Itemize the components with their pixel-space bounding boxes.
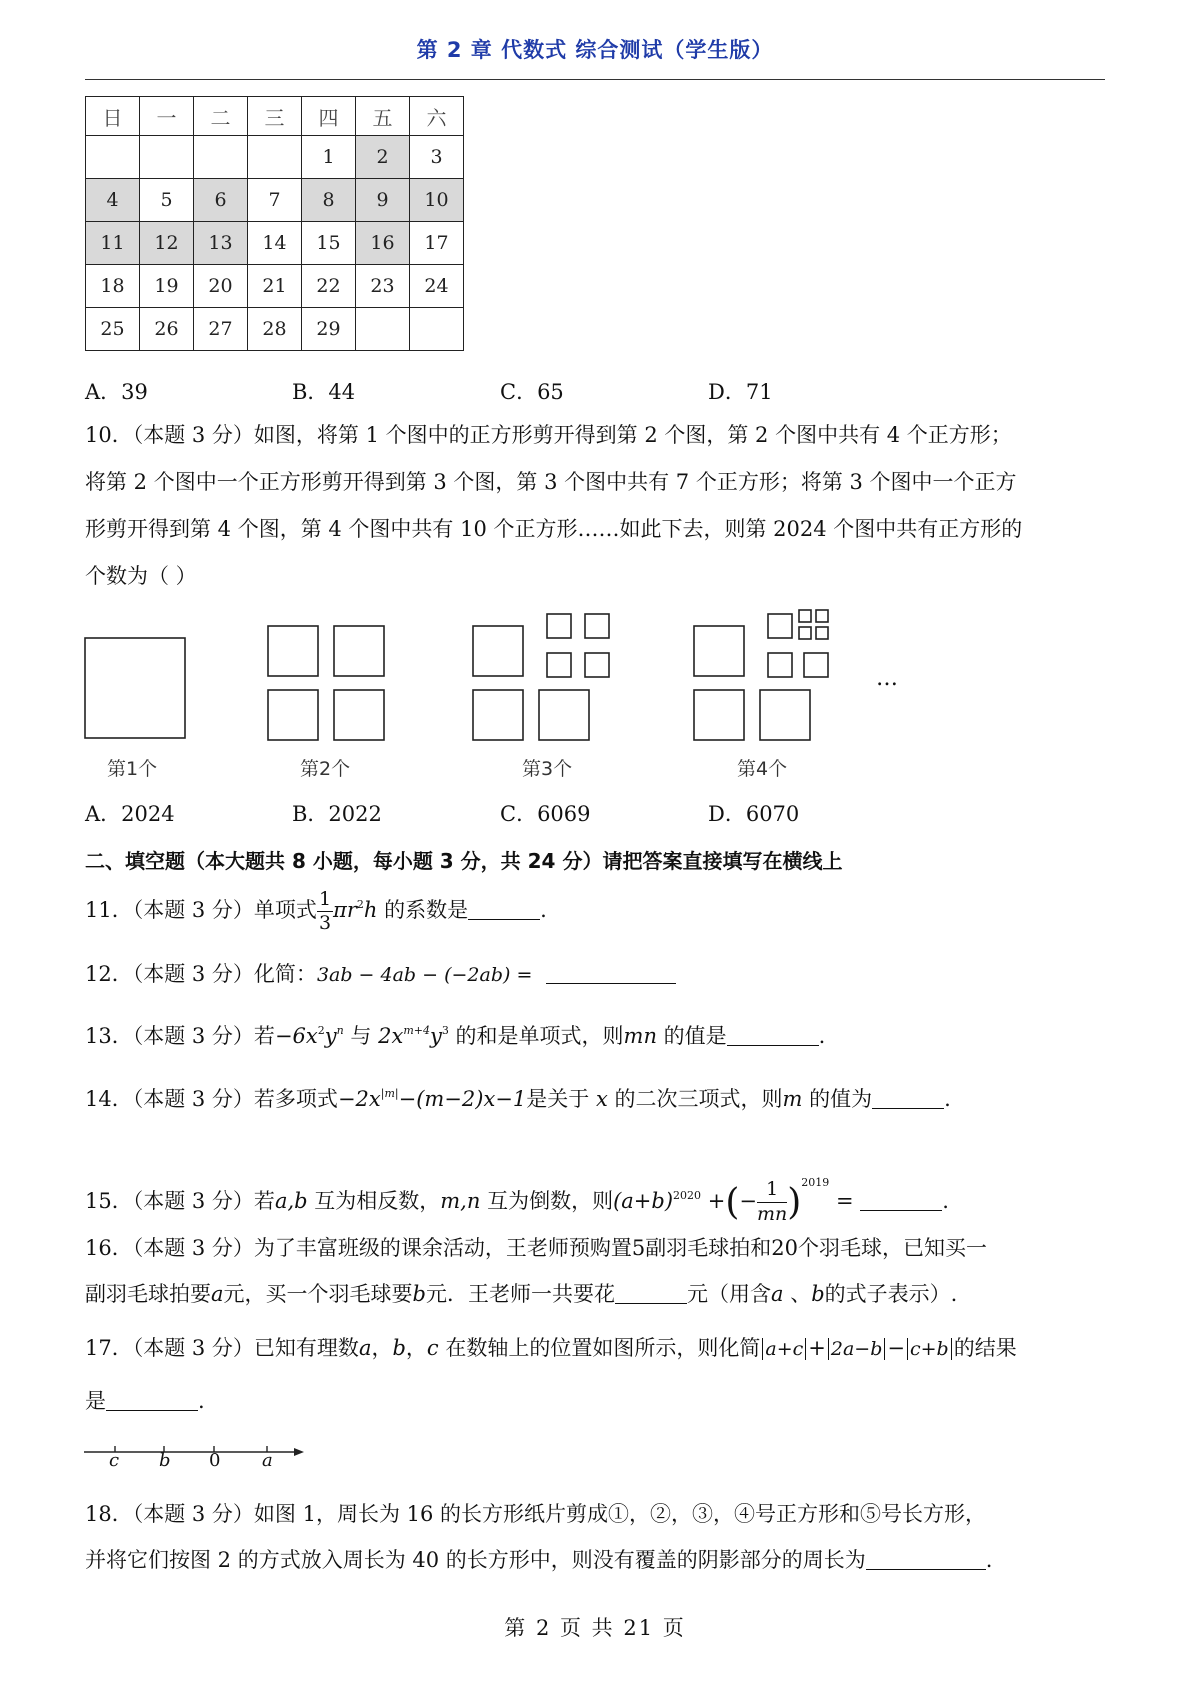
q13-term1: −6x (274, 1024, 318, 1048)
q10-fig-label-1: 第1个 (107, 758, 158, 780)
q15-v1: a,b (274, 1189, 308, 1213)
q17-mid: 在数轴上的位置如图所示，则化简 (445, 1336, 761, 1360)
q14-var2: m (782, 1087, 803, 1111)
calendar-weekday: 二 (194, 97, 248, 136)
calendar-week-row (86, 136, 464, 179)
q13-term1-exp: 2 (317, 1024, 325, 1037)
fig3-small-4 (585, 653, 609, 677)
q15-answer-blank[interactable] (860, 1190, 942, 1211)
q13-term2-b-exp: 3 (441, 1024, 449, 1037)
q17-prefix: 17．（本题 3 分）已知有理数 (85, 1336, 359, 1360)
q15-prefix: 15．（本题 3 分）若 (85, 1189, 275, 1213)
q9-option-c: C．65 (500, 380, 564, 404)
axis-label-0: 0 (209, 1450, 221, 1471)
q16-line-2 (85, 1282, 957, 1307)
q17-line-2 (85, 1389, 205, 1414)
q17-abs-bar (951, 1338, 952, 1360)
q15 (85, 1148, 949, 1225)
calendar-weekday: 四 (302, 97, 356, 136)
q11-frac-num: 1 (318, 888, 332, 910)
q10-line-2: 将第 2 个图中一个正方形剪开得到第 3 个图，第 3 个图中共有 7 个正方形；将第 3 个图中一个正方 (85, 470, 1017, 494)
q13-var: mn (623, 1024, 657, 1048)
calendar-day-cell: 29 (302, 308, 356, 351)
q15-frac-den: mn (756, 1203, 788, 1225)
q17-minus: − (887, 1336, 905, 1360)
calendar-day-cell: 26 (140, 308, 194, 351)
header-divider (85, 79, 1105, 80)
q11-end: . (540, 898, 547, 922)
calendar-day-cell: 28 (248, 308, 302, 351)
q10-option-c: C．6069 (500, 802, 591, 826)
q14-term1-exp: |m| (380, 1087, 399, 1100)
q10-line-1: 10．（本题 3 分）如图，将第 1 个图中的正方形剪开得到第 2 个图，第 2 个图中共有 4 个正方形； (85, 423, 1012, 447)
calendar-day-cell: 6 (194, 179, 248, 222)
q17-comma-1: ， (371, 1336, 393, 1360)
q17-abs-bar (762, 1338, 763, 1360)
calendar-day-cell: 13 (194, 222, 248, 265)
axis-label-a: a (262, 1450, 273, 1471)
q10-fig-label-4: 第4个 (737, 758, 788, 780)
calendar-day-cell: 22 (302, 265, 356, 308)
calendar-week-row (86, 179, 464, 222)
q13-term2-exp: m+4 (403, 1024, 430, 1037)
section-2-title: 二、填空题（本大题共 8 小题，每小题 3 分，共 24 分）请把答案直接填写在横线上 (85, 849, 843, 873)
q17-plus: + (808, 1336, 826, 1360)
calendar-day-cell: 24 (410, 265, 464, 308)
calendar-day-cell: 11 (86, 222, 140, 265)
q14 (85, 1087, 951, 1112)
q17-var-a: a (358, 1336, 372, 1360)
q11-suffix: 的系数是 (384, 898, 469, 922)
q15-lparen: ( (725, 1182, 740, 1223)
calendar-day-cell: 9 (356, 179, 410, 222)
calendar-week-row (86, 265, 464, 308)
q18-line-1: 18．（本题 3 分）如图 1，周长为 16 的长方形纸片剪成①，②，③，④号正方形和⑤号长方形， (85, 1502, 987, 1526)
q16-l2a: 副羽毛球拍要 (85, 1282, 211, 1306)
calendar-day-cell: 16 (356, 222, 410, 265)
q15-term1: (a+b) (613, 1189, 674, 1213)
fig3-square-br (539, 690, 589, 740)
axis-label-b: b (159, 1450, 171, 1471)
q15-end: . (942, 1189, 949, 1213)
calendar-weekday: 三 (248, 97, 302, 136)
q16-l2e: 的式子表示）. (824, 1282, 958, 1306)
calendar-weekday: 五 (356, 97, 410, 136)
q17-suffix: 的结果 (953, 1336, 1017, 1360)
q10-fig-label-3: 第3个 (522, 758, 573, 780)
q13-suffix2: 的值是 (663, 1024, 727, 1048)
q11-prefix: 11．（本题 3 分）单项式 (85, 898, 317, 922)
calendar-day-cell: 1 (302, 136, 356, 179)
q15-term1-exp: 2020 (673, 1189, 702, 1202)
q13-term1-b-exp: n (336, 1024, 344, 1037)
page-title: 第 2 章 代数式 综合测试（学生版） (416, 38, 774, 62)
fig4-small-1 (768, 614, 792, 638)
calendar-weekday-row (86, 97, 464, 136)
q16-var-b: b (412, 1282, 426, 1306)
page-footer: 第 2 页 共 21 页 (504, 1616, 686, 1640)
calendar-day-cell (140, 136, 194, 179)
calendar-week-row (86, 222, 464, 265)
calendar-day-cell: 3 (410, 136, 464, 179)
calendar-day-cell (194, 136, 248, 179)
q17-abs-bar (828, 1338, 829, 1360)
q16-sep: 、 (790, 1282, 812, 1306)
calendar-weekday: 六 (410, 97, 464, 136)
q9-option-a: A．39 (85, 380, 148, 404)
q13 (85, 1024, 825, 1049)
q16-l2c: 元．王老师一共要花 (425, 1282, 615, 1306)
q13-term1-b: y (324, 1024, 337, 1048)
q16-answer-blank[interactable] (615, 1283, 687, 1304)
q16-l2d: 元（用含 (686, 1282, 771, 1306)
number-line-arrow (294, 1448, 304, 1456)
fig2-square-tl (268, 626, 318, 676)
q13-mid: 与 (350, 1024, 372, 1048)
q10-square-figure (80, 600, 940, 750)
q17-abs1: a+c (765, 1338, 804, 1360)
q18-line2: 并将它们按图 2 的方式放入周长为 40 的长方形中，则没有覆盖的阴影部分的周长为 (85, 1548, 866, 1572)
calendar-day-cell: 21 (248, 265, 302, 308)
fig2-square-bl (268, 690, 318, 740)
q14-end: . (944, 1087, 951, 1111)
q10-option-a: A．2024 (85, 802, 175, 826)
q11-answer-blank[interactable] (468, 899, 540, 920)
q16-l2b: 元，买一个羽毛球要 (223, 1282, 413, 1306)
axis-label-c: c (109, 1450, 120, 1471)
q17-comma-2: ， (405, 1336, 427, 1360)
q10-option-d: D．6070 (708, 802, 800, 826)
q15-minus: − (739, 1189, 757, 1213)
calendar-day-cell: 18 (86, 265, 140, 308)
calendar-day-cell: 17 (410, 222, 464, 265)
q17-var-c: c (426, 1336, 439, 1360)
calendar-day-cell: 14 (248, 222, 302, 265)
fig4-square-tl (694, 626, 744, 676)
fig1-square (85, 638, 185, 738)
q13-suffix: 的和是单项式，则 (455, 1024, 624, 1048)
fig4-small-3 (768, 653, 792, 677)
calendar-week-row (86, 308, 464, 351)
q17-var-b: b (392, 1336, 406, 1360)
fig3-small-2 (585, 614, 609, 638)
calendar-day-cell (248, 136, 302, 179)
q14-prefix: 14．（本题 3 分）若多项式 (85, 1087, 338, 1111)
q12-prefix: 12．（本题 3 分）化简： (85, 962, 317, 986)
q11-exp: 2 (356, 898, 364, 911)
q11-frac-den: 3 (318, 912, 332, 934)
q13-answer-blank[interactable] (727, 1025, 819, 1046)
calendar-day-cell: 2 (356, 136, 410, 179)
q15-mid1: 互为相反数， (314, 1189, 441, 1213)
fig4-square-br (760, 690, 810, 740)
q15-frac-num: 1 (757, 1180, 787, 1203)
calendar-day-cell: 20 (194, 265, 248, 308)
q9-option-d: D．71 (708, 380, 773, 404)
calendar-day-cell: 10 (410, 179, 464, 222)
q15-mid2: 互为倒数，则 (487, 1189, 614, 1213)
calendar-day-cell: 27 (194, 308, 248, 351)
calendar-day-cell: 4 (86, 179, 140, 222)
q10-line-4: 个数为（ ） (85, 564, 197, 588)
q16-var-a: a (211, 1282, 224, 1306)
q12 (85, 962, 676, 987)
q14-var: x (595, 1087, 608, 1111)
q13-term2: 2x (378, 1024, 404, 1048)
q17-abs-bar (884, 1338, 885, 1360)
fig4-square-bl (694, 690, 744, 740)
q14-answer-blank[interactable] (872, 1088, 944, 1109)
calendar-day-cell: 8 (302, 179, 356, 222)
q14-mid2: 的二次三项式，则 (614, 1087, 783, 1111)
fig3-small-1 (547, 614, 571, 638)
q14-term2: −(m−2)x−1 (398, 1087, 527, 1111)
q13-end: . (818, 1024, 826, 1048)
calendar-weekday: 一 (140, 97, 194, 136)
fig3-small-3 (547, 653, 571, 677)
fig3-square-tl (473, 626, 523, 676)
calendar-day-cell: 7 (248, 179, 302, 222)
fig4-tiny-3 (799, 627, 811, 639)
fig4-tiny-4 (816, 627, 828, 639)
fig4-tiny-2 (816, 610, 828, 622)
fig2-square-tr (334, 626, 384, 676)
q17-line-1 (85, 1336, 1017, 1361)
calendar-day-cell: 15 (302, 222, 356, 265)
fig3-square-bl (473, 690, 523, 740)
q10-line-3: 形剪开得到第 4 个图，第 4 个图中共有 10 个正方形……如此下去，则第 2024 个图中共有正方形的 (85, 517, 1023, 541)
fig4-tiny-1 (799, 610, 811, 622)
q17-answer-blank[interactable] (106, 1390, 198, 1411)
q18-answer-blank[interactable] (866, 1549, 986, 1570)
q15-plus: + (707, 1189, 726, 1213)
q18-end: . (985, 1548, 993, 1572)
q14-suffix: 的值为 (809, 1087, 873, 1111)
calendar-day-cell (356, 308, 410, 351)
q10-ellipsis: … (876, 666, 898, 691)
q18-line-2 (85, 1548, 992, 1573)
calendar-day-cell: 5 (140, 179, 194, 222)
q10-fig-label-2: 第2个 (300, 758, 351, 780)
calendar-day-cell (410, 308, 464, 351)
q12-answer-blank[interactable] (546, 963, 676, 984)
q17-abs-bar (805, 1338, 806, 1360)
calendar-day-cell: 23 (356, 265, 410, 308)
q15-rparen: ) (787, 1182, 802, 1223)
q17-abs3: c+b (909, 1338, 949, 1360)
q16-var-a2: a (770, 1282, 784, 1306)
q11-var: h (363, 898, 378, 922)
q10-option-b: B．2022 (292, 802, 382, 826)
calendar-day-cell: 25 (86, 308, 140, 351)
q9-option-b: B．44 (292, 380, 356, 404)
calendar-weekday: 日 (86, 97, 140, 136)
q14-term1: −2x (337, 1087, 381, 1111)
q17-end: . (198, 1389, 205, 1413)
q17-abs-bar (907, 1338, 908, 1360)
q17-abs2: 2a−b (830, 1338, 883, 1360)
q11 (85, 890, 547, 933)
q11-fraction (317, 890, 333, 933)
calendar-day-cell: 12 (140, 222, 194, 265)
fig2-square-br (334, 690, 384, 740)
q16-line-1: 16．（本题 3 分）为了丰富班级的课余活动，王老师预购置5副羽毛球拍和20个羽毛球，已知买一 (85, 1236, 988, 1260)
calendar-day-cell (86, 136, 140, 179)
q13-prefix: 13．（本题 3 分）若 (85, 1024, 275, 1048)
calendar-table (85, 96, 464, 351)
calendar-day-cell: 19 (140, 265, 194, 308)
q11-expr: πr (333, 898, 357, 922)
q12-expr: 3ab − 4ab − (−2ab) = (316, 964, 533, 986)
fig4-small-4 (804, 653, 828, 677)
q14-mid: 是关于 (526, 1087, 590, 1111)
q15-fraction (757, 1180, 787, 1225)
q17-line2: 是 (85, 1389, 106, 1413)
q16-var-b2: b (811, 1282, 825, 1306)
q15-eq: = (835, 1189, 854, 1213)
q15-v2: m,n (440, 1189, 481, 1213)
q15-term2-exp: 2019 (801, 1176, 830, 1189)
q13-term2-b: y (429, 1024, 442, 1048)
